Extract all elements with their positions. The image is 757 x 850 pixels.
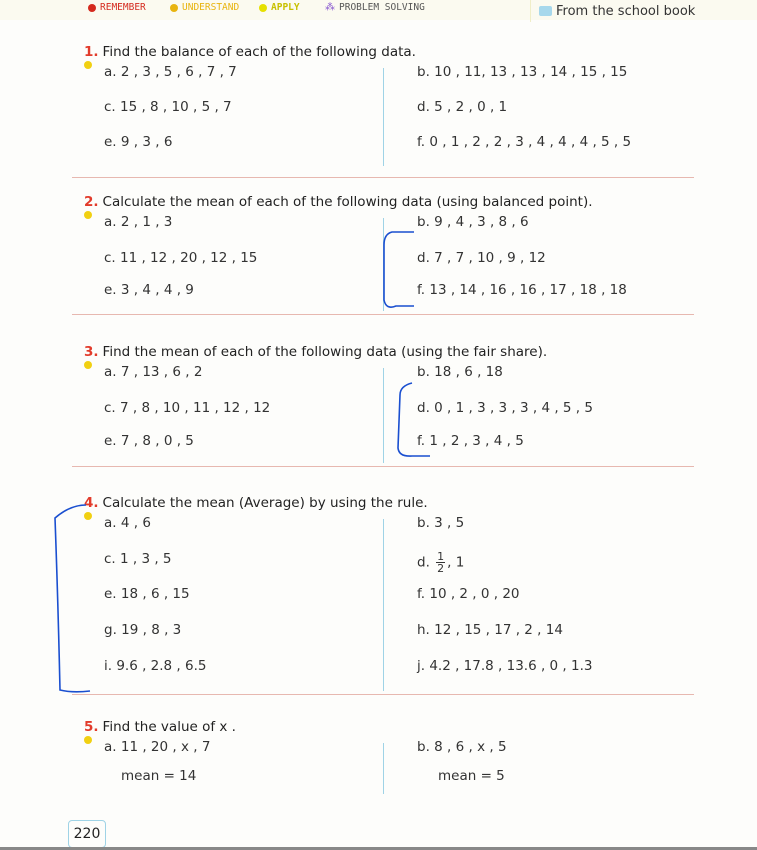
mean-note: mean = 14	[121, 768, 197, 784]
item-label: h. 12 , 15 , 17 , 2 , 14	[417, 622, 563, 638]
exercise-item	[417, 739, 507, 755]
item-label: d. 7 , 7 , 10 , 9 , 12	[417, 250, 546, 266]
exercise-item	[104, 64, 237, 80]
item-label: a. 11 , 20 , x , 7	[104, 739, 211, 755]
item-label: e. 7 , 8 , 0 , 5	[104, 433, 194, 449]
item-label: a. 2 , 1 , 3	[104, 214, 173, 230]
level-dot-icon	[84, 361, 92, 369]
item-label: b. 18 , 6 , 18	[417, 364, 503, 380]
question-number: 3.	[84, 344, 99, 360]
item-label: e. 18 , 6 , 15	[104, 586, 190, 602]
exercise-item	[417, 214, 529, 230]
exercise-item	[104, 515, 151, 531]
exercise-item	[104, 739, 210, 755]
item-label: a. 7 , 13 , 6 , 2	[104, 364, 203, 380]
level-label: REMEMBER	[100, 2, 146, 13]
orange-dot-icon	[170, 4, 178, 12]
level-dot-icon	[84, 61, 92, 69]
item-label: f. 13 , 14 , 16 , 16 , 17 , 18 , 18	[417, 282, 627, 298]
exercise-item	[104, 622, 181, 638]
ink-bracket-q4	[55, 505, 90, 692]
mean-note: mean = 5	[438, 768, 505, 784]
level-legend-bar	[0, 0, 757, 20]
page-number: 220	[68, 820, 106, 848]
exercise-item	[104, 214, 172, 230]
exercise-item	[417, 515, 464, 531]
fraction-rest: , 1	[447, 554, 465, 571]
exercise-item	[104, 433, 194, 449]
item-label: e. 3 , 4 , 4 , 9	[104, 282, 194, 298]
level-remember	[88, 2, 146, 13]
item-label: c. 1 , 3 , 5	[104, 551, 172, 567]
column-divider	[383, 68, 384, 166]
item-label: b. 9 , 4 , 3 , 8 , 6	[417, 214, 529, 230]
question-text: Find the balance of each of the following data.	[102, 44, 416, 60]
item-label: b. 8 , 6 , x , 5	[417, 739, 507, 755]
item-label: e. 9 , 3 , 6	[104, 134, 173, 150]
section-separator	[72, 466, 694, 467]
exercise-item	[417, 282, 627, 298]
exercise-item	[417, 64, 627, 80]
item-label: a. 4 , 6	[104, 515, 151, 531]
question-title	[84, 719, 236, 735]
level-label: PROBLEM SOLVING	[339, 2, 425, 13]
fraction-numerator: 1	[437, 550, 445, 563]
exercise-item	[417, 134, 631, 150]
item-label: b. 3 , 5	[417, 515, 465, 531]
item-label: f. 0 , 1 , 2 , 2 , 3 , 4 , 4 , 4 , 5 , 5	[417, 134, 632, 150]
item-label: c. 11 , 12 , 20 , 12 , 15	[104, 250, 258, 266]
column-divider	[383, 368, 384, 463]
fraction	[436, 551, 445, 574]
exercise-item	[104, 282, 194, 298]
column-divider	[383, 218, 384, 311]
question-title	[84, 495, 428, 511]
exercise-item	[417, 400, 593, 416]
question-number: 5.	[84, 719, 99, 735]
question-number: 4.	[84, 495, 99, 511]
item-label: d.	[417, 554, 430, 571]
exercise-item	[104, 250, 257, 266]
question-title	[84, 344, 547, 360]
red-dot-icon	[88, 4, 96, 12]
question-text: Calculate the mean (Average) by using the rule.	[102, 495, 428, 511]
item-label: d. 5 , 2 , 0 , 1	[417, 99, 508, 115]
question-text: Find the value of x .	[102, 719, 236, 735]
level-problem-solving	[325, 2, 425, 13]
exercise-item	[104, 99, 232, 115]
item-label: f. 10 , 2 , 0 , 20	[417, 586, 520, 602]
level-label: APPLY	[271, 2, 300, 13]
book-icon	[539, 6, 552, 16]
item-label: a. 2 , 3 , 5 , 6 , 7 , 7	[104, 64, 237, 80]
section-separator	[72, 314, 694, 315]
yellow-dot-icon	[259, 4, 267, 12]
question-number: 2.	[84, 194, 99, 210]
exercise-item	[104, 364, 202, 380]
exercise-item	[417, 551, 464, 574]
school-book-label	[530, 0, 751, 22]
level-dot-icon	[84, 211, 92, 219]
exercise-item	[417, 433, 524, 449]
exercise-item	[104, 551, 172, 567]
exercise-item	[104, 586, 190, 602]
question-number: 1.	[84, 44, 99, 60]
exercise-item	[417, 364, 503, 380]
exercise-item	[104, 658, 207, 674]
fraction-denominator: 2	[437, 562, 445, 575]
level-dot-icon	[84, 736, 92, 744]
item-label: g. 19 , 8 , 3	[104, 622, 182, 638]
level-apply	[259, 2, 300, 13]
colored-dots-icon: ⁂	[325, 2, 335, 13]
column-divider	[383, 519, 384, 691]
level-understand	[170, 2, 239, 13]
exercise-item	[417, 622, 563, 638]
exercise-item	[417, 99, 507, 115]
exercise-item	[104, 400, 270, 416]
book-label-text: From the school book	[556, 3, 696, 19]
question-title	[84, 194, 593, 210]
item-label: j. 4.2 , 17.8 , 13.6 , 0 , 1.3	[417, 658, 593, 674]
level-label: UNDERSTAND	[182, 2, 240, 13]
item-label: b. 10 , 11, 13 , 13 , 14 , 15 , 15	[417, 64, 628, 80]
item-label: d. 0 , 1 , 3 , 3 , 3 , 4 , 5 , 5	[417, 400, 593, 416]
exercise-item	[417, 250, 546, 266]
section-separator	[72, 177, 694, 178]
item-label: f. 1 , 2 , 3 , 4 , 5	[417, 433, 524, 449]
item-label: c. 15 , 8 , 10 , 5 , 7	[104, 99, 232, 115]
exercise-item	[417, 658, 592, 674]
question-text: Find the mean of each of the following data (using the fair share).	[102, 344, 548, 360]
column-divider	[383, 743, 384, 794]
question-title	[84, 44, 416, 60]
item-label: i. 9.6 , 2.8 , 6.5	[104, 658, 207, 674]
item-label: c. 7 , 8 , 10 , 11 , 12 , 12	[104, 400, 271, 416]
section-separator	[72, 694, 694, 695]
question-text: Calculate the mean of each of the following data (using balanced point).	[102, 194, 593, 210]
exercise-item	[417, 586, 520, 602]
level-dot-icon	[84, 512, 92, 520]
ink-bracket-q2	[384, 232, 414, 307]
exercise-item	[104, 134, 172, 150]
